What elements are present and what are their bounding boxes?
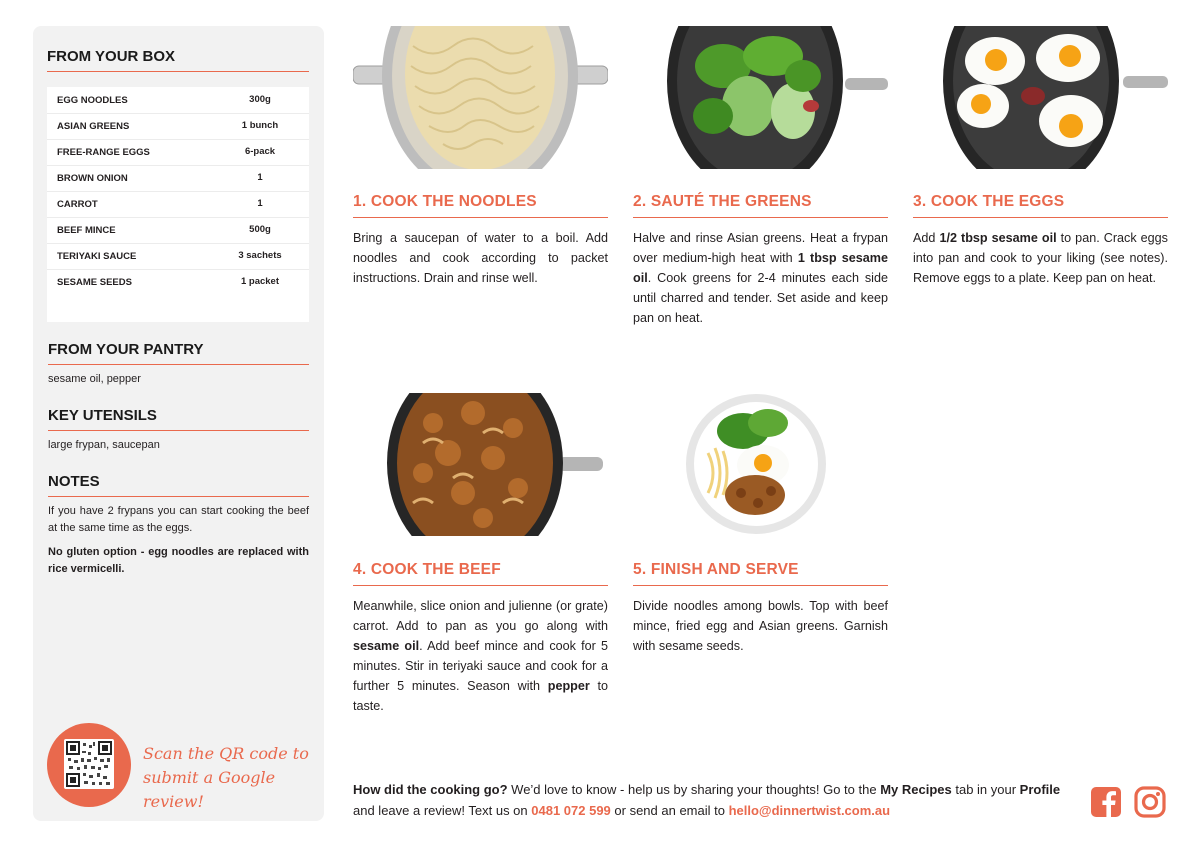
ingredient-row [47,87,309,114]
qr-prompt-line: submit a Google review! [143,768,276,811]
step-2-body [633,228,888,328]
step-4-text-bold: pepper [547,679,590,693]
step-1-title: 1. COOK THE NOODLES [353,193,608,218]
ingredient-qty: 1 packet [240,276,280,287]
pantry-text: sesame oil, pepper [48,373,141,385]
ingredient-name: BEEF MINCE [57,225,116,236]
step-2-text: . Cook greens for 2-4 minutes each side until charred and tender. Set aside and keep pan on heat. [633,271,888,325]
step-3-image [913,26,1168,169]
notes-heading: NOTES [48,473,309,497]
step-4-body [353,596,608,716]
ingredients-table [47,87,309,322]
step-4-image [353,393,608,536]
instagram-icon[interactable] [1134,786,1166,823]
step-3-text-bold: 1/2 tbsp sesame oil [939,231,1057,245]
ingredient-name: TERIYAKI SAUCE [57,251,137,262]
ingredient-qty: 1 bunch [241,120,279,131]
step-1-body [353,228,608,288]
review-footer [353,779,1078,821]
ingredient-qty: 300g [249,94,271,105]
ingredients-sidebar [33,26,324,821]
ingredient-qty: 3 sachets [238,250,282,261]
ingredient-qty: 6-pack [244,146,276,157]
note-text: If you have 2 frypans you can start cooking the beef at the same time as the eggs. [48,505,309,534]
step-2-title: 2. SAUTÉ THE GREENS [633,193,888,218]
utensils-text: large frypan, saucepan [48,439,160,451]
my-recipes-link[interactable]: My Recipes [880,782,952,797]
qr-code-icon[interactable] [64,739,114,789]
key-utensils-heading: KEY UTENSILS [48,407,309,431]
note-text-bold: No gluten option - egg noodles are replaced with rice vermicelli. [48,546,309,575]
step-4-text: to taste. [353,679,608,713]
step-2-image [633,26,888,169]
email-link[interactable]: hello@dinnertwist.com.au [728,803,891,818]
qr-review-prompt [143,742,313,814]
step-5-body [633,596,888,656]
step-4-text: . Add beef mince and cook for 5 minutes. Stir in teriyaki sauce and cook for a further 5 minutes. Season with [353,639,608,693]
step-5-image [633,393,888,536]
ingredient-name: SESAME SEEDS [57,277,132,288]
ingredient-name: BROWN ONION [57,173,128,184]
ingredient-row [47,165,309,192]
qr-badge [47,723,131,807]
ingredient-row [47,139,309,166]
ingredient-name: FREE-RANGE EGGS [57,147,150,158]
profile-link[interactable]: Profile [1019,782,1061,797]
footer-text: or send an email to [610,803,729,818]
step-3-body [913,228,1168,288]
step-5-title: 5. FINISH AND SERVE [633,561,888,586]
step-4-text-bold: sesame oil [353,639,420,653]
from-your-box-heading: FROM YOUR BOX [47,48,309,72]
step-3-text: to pan. Crack eggs into pan and cook to your liking (see notes). Remove eggs to a plate. Keep pan on heat. [913,231,1168,285]
ingredient-name: EGG NOODLES [57,95,128,106]
from-your-pantry-heading: FROM YOUR PANTRY [48,341,309,365]
step-1-text: Bring a saucepan of water to a boil. Add noodles and cook according to packet instructions. Drain and rinse well. [353,231,608,285]
ingredient-row [47,243,309,270]
qr-prompt-line: Scan the QR code to [143,744,309,763]
step-1-image [353,26,608,169]
step-5-text: Divide noodles among bowls. Top with beef mince, fried egg and Asian greens. Garnish with sesame seeds. [633,599,888,653]
facebook-icon[interactable] [1090,786,1122,823]
step-4-title: 4. COOK THE BEEF [353,561,608,586]
ingredient-qty: 1 [257,172,263,183]
ingredient-qty: 500g [249,224,271,235]
step-2-text: Halve and rinse Asian greens. Heat a frypan over medium-high heat with [633,231,888,265]
step-3-title: 3. COOK THE EGGS [913,193,1168,218]
ingredient-row [47,217,309,244]
ingredient-name: ASIAN GREENS [57,121,130,132]
step-2-text-bold: 1 tbsp sesame oil [633,251,888,285]
footer-text: and leave a review! Text us on [353,803,532,818]
footer-text: We’d love to know - help us by sharing your thoughts! Go to the [507,782,881,797]
step-4-text: Meanwhile, slice onion and julienne (or grate) carrot. Add to pan as you go along with [353,599,608,633]
ingredient-row [47,191,309,218]
ingredient-qty: 1 [257,198,263,209]
ingredient-row [47,113,309,140]
footer-question: How did the cooking go? [353,782,508,797]
phone-number-link[interactable]: 0481 072 599 [531,803,611,818]
ingredient-name: CARROT [57,199,98,210]
ingredient-row [47,269,309,295]
step-3-text: Add [913,231,940,245]
footer-text: tab in your [951,782,1020,797]
